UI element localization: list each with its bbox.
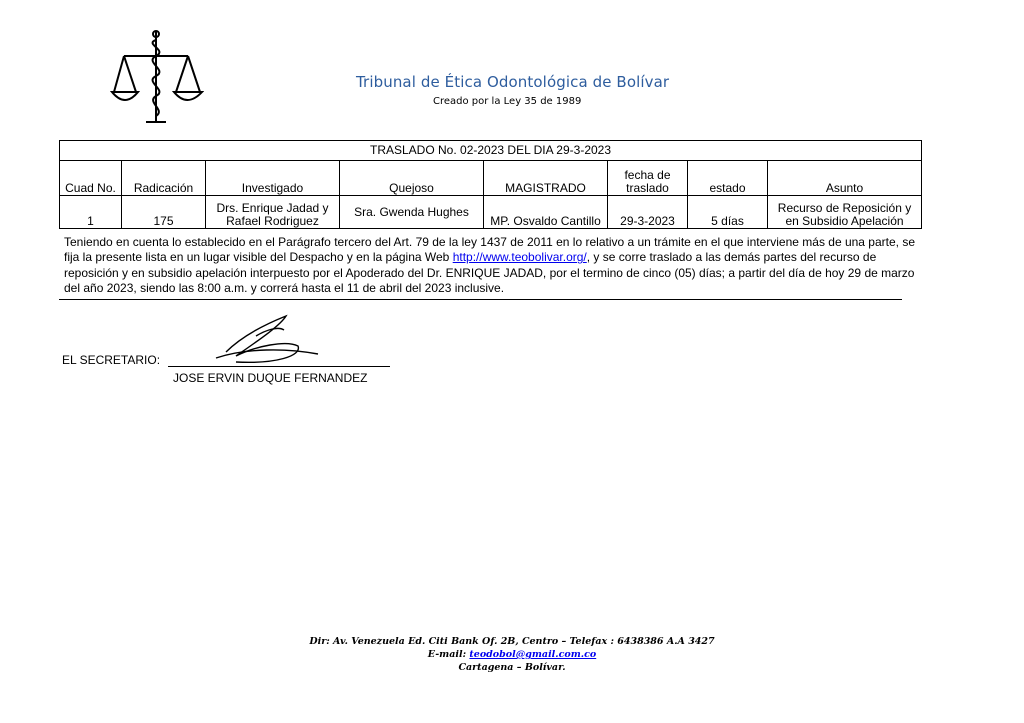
table-title: TRASLADO No. 02-2023 DEL DIA 29-3-2023: [60, 141, 922, 161]
signature-icon: [206, 312, 326, 370]
header-estado: estado: [688, 161, 768, 196]
header-cuad: Cuad No.: [60, 161, 122, 196]
header-investigado: Investigado: [206, 161, 340, 196]
header-magistrado: MAGISTRADO: [484, 161, 608, 196]
cell-fecha: 29-3-2023: [608, 196, 688, 229]
signature-line: [168, 366, 390, 367]
notice-paragraph: Teniendo en cuenta lo establecido en el Parágrafo tercero del Art. 79 de la ley 1437 de 2011 en lo relativo a un trámite en el que interviene más de una parte, se fija la presente lista en un lugar visible del Despacho y en la página Web http://www.teobolivar.org/, y se corre traslado a las demás partes del recurso de reposición y en subsidio apelación interpuesto por el Apoderado del Dr. ENRIQUE JADAD, por el termino de cinco (05) días; a partir del día de hoy 29 de marzo del año 2023, siendo las 8:00 a.m. y correrá hasta el 11 de abril del 2023 inclusive.: [64, 235, 916, 295]
cell-magistrado: MP. Osvaldo Cantillo: [484, 196, 608, 229]
secretary-name: JOSE ERVIN DUQUE FERNANDEZ: [173, 371, 368, 385]
cell-radicacion: 175: [122, 196, 206, 229]
traslado-table: [59, 140, 922, 229]
tribunal-logo-scales-icon: [108, 26, 204, 126]
divider: [59, 299, 902, 300]
footer: [250, 635, 774, 674]
website-link[interactable]: http://www.teobolivar.org/: [452, 250, 587, 265]
header-radicacion: Radicación: [122, 161, 206, 196]
header-quejoso: Quejoso: [340, 161, 484, 196]
cell-investigado: Drs. Enrique Jadad y Rafael Rodriguez: [206, 196, 340, 229]
footer-address: Dir: Av. Venezuela Ed. Citi Bank Of. 2B, Centro – Telefax : 6438386 A.A 3427: [309, 636, 715, 647]
secretary-label: EL SECRETARIO:: [62, 353, 161, 367]
cell-asunto: Recurso de Reposición y en Subsidio Apelación: [768, 196, 922, 229]
cell-quejoso: Sra. Gwenda Hughes: [340, 196, 484, 229]
footer-email-line: E-mail: teodobol@gmail.com.co: [427, 649, 597, 660]
organization-title: Tribunal de Ética Odontológica de Bolívar: [356, 73, 670, 91]
footer-email-link[interactable]: teodobol@gmail.com.co: [469, 649, 597, 660]
header-fecha: fecha de traslado: [608, 161, 688, 196]
cell-estado: 5 días: [688, 196, 768, 229]
table-header-row: [60, 161, 922, 196]
table-row: [60, 196, 922, 229]
header-asunto: Asunto: [768, 161, 922, 196]
footer-city: Cartagena – Bolívar.: [458, 662, 566, 673]
cell-cuad: 1: [60, 196, 122, 229]
organization-subtitle: Creado por la Ley 35 de 1989: [433, 96, 582, 107]
